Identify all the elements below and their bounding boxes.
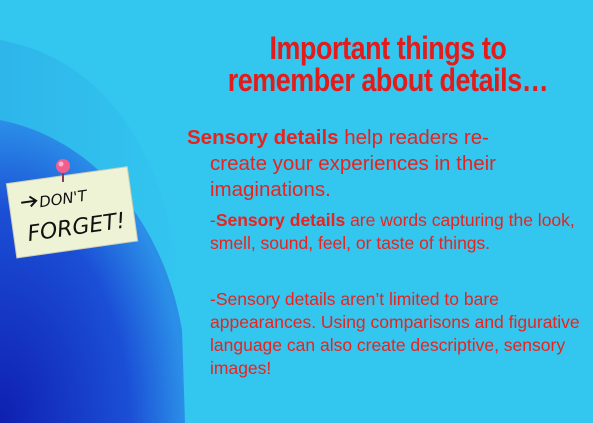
sub-point-1 xyxy=(210,209,590,255)
title-line2: remember about details… xyxy=(227,62,549,98)
slide-title xyxy=(183,32,593,96)
main-point-line1 xyxy=(187,126,489,149)
note-line1: DON'T xyxy=(38,186,88,212)
sub-point-1-rest: are words capturing the look, smell, sound, feel, or taste of things. xyxy=(210,210,575,253)
push-pin-icon xyxy=(56,159,70,173)
title-line1: Important things to xyxy=(269,30,507,66)
note-line2: FORGET! xyxy=(25,208,127,248)
main-point xyxy=(187,125,587,203)
sticky-note xyxy=(0,0,150,260)
main-point-bold: Sensory details xyxy=(187,126,339,149)
sub-point-1-bold: Sensory details xyxy=(215,210,346,230)
sub-point-1-dash: - xyxy=(210,210,216,230)
main-point-rest: help readers re- xyxy=(338,126,489,149)
main-point-line3: imaginations. xyxy=(210,178,331,201)
main-point-line2: create your experiences in their xyxy=(210,152,497,175)
sub-point-2: -Sensory details aren’t limited to bare appearances. Using comparisons and figurative language can also create descriptive, sensory images! xyxy=(210,289,580,378)
